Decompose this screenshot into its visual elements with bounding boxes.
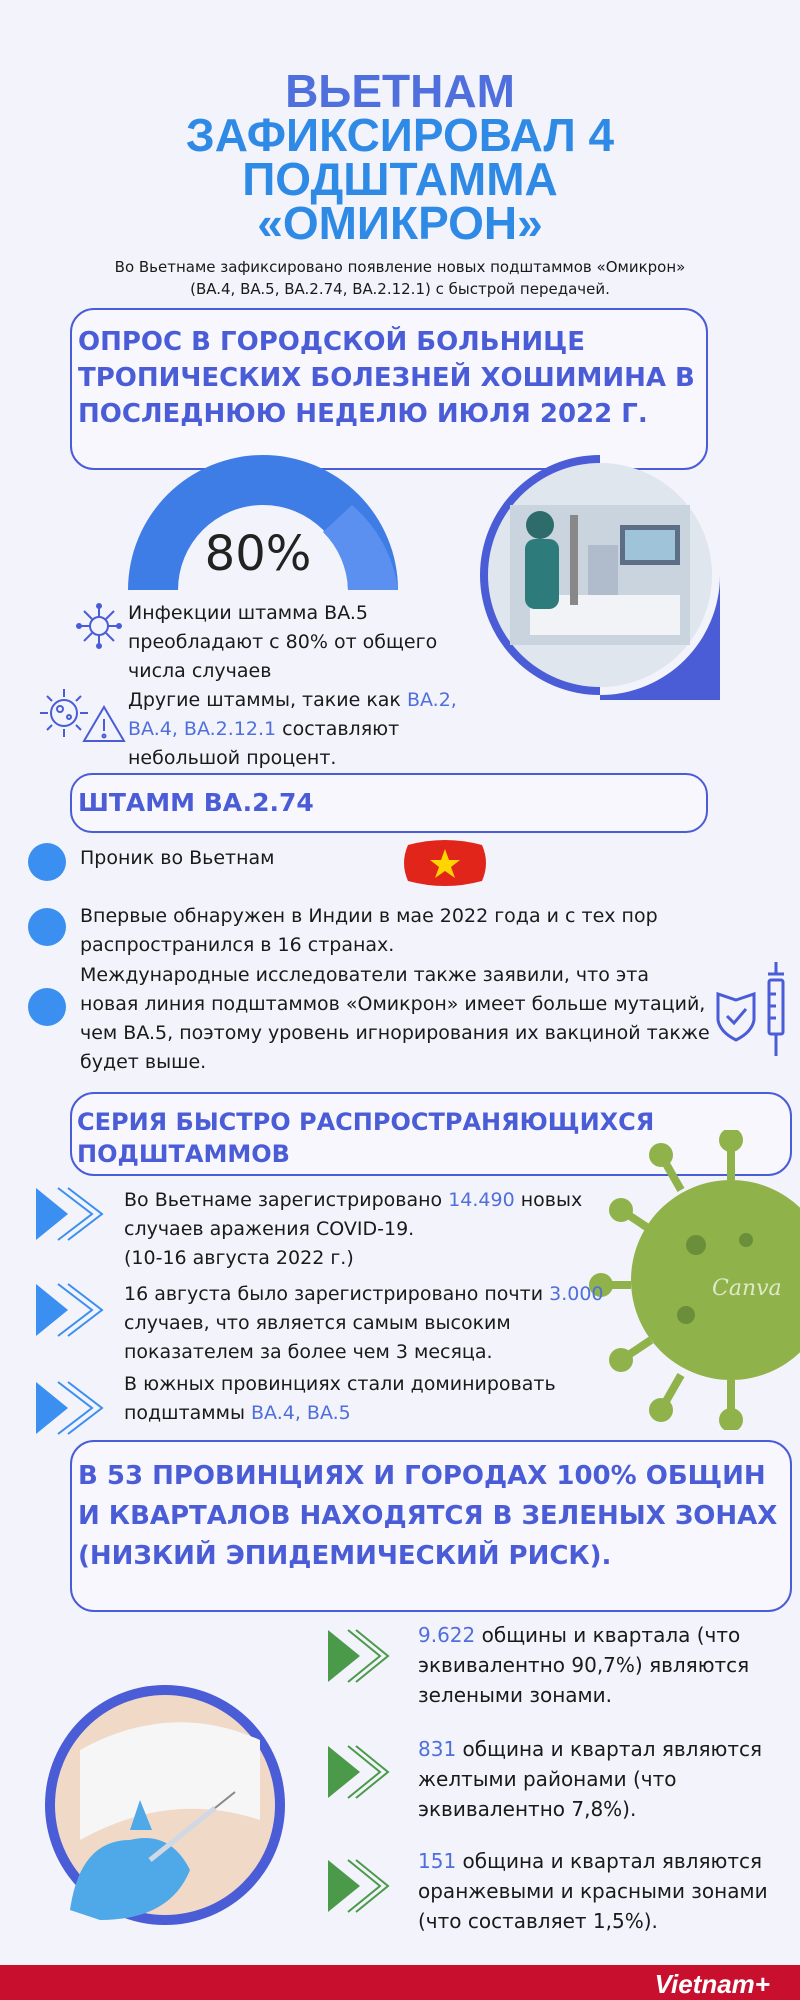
bullet-dot [28, 843, 66, 881]
double-arrow-icon [34, 1282, 106, 1338]
zones-yellow-text: община и квартал являются желтыми районами (что эквивалентно 7,8%). [418, 1737, 763, 1821]
series-item2-text: 16 августа было зарегистрировано почти [124, 1283, 550, 1305]
strain-item-vietnam: Проник во Вьетнам [80, 847, 275, 869]
zones-yellow-count: 831 [418, 1737, 457, 1761]
series-item2-number: 3.000 [549, 1283, 604, 1305]
zones-item-orange-red [418, 1846, 798, 1936]
zones-title: В 53 ПРОВИНЦИЯХ И ГОРОДАХ 100% ОБЩИН И КВАРТАЛОВ НАХОДЯТСЯ В ЗЕЛЕНЫХ ЗОНАХ (НИЗКИЙ ЭПИДЕМИЧЕСКИЙ РИСК). [78, 1461, 778, 1571]
survey-fact-ba5: Инфекции штамма BA.5 преобладают с 80% от общего числа случаев [128, 602, 438, 682]
page-subtitle: Во Вьетнаме зафиксировано появление новых подштаммов «Омикрон» (BA.4, BA.5, BA.2.74, BA.2.12.1) с быстрой передачей. [114, 258, 686, 298]
page-title-line2: ЗАФИКСИРОВАЛ 4 [185, 109, 615, 161]
double-arrow-icon [34, 1186, 106, 1242]
fact-other-text-end: составляют небольшой процент. [128, 718, 400, 769]
zones-green-text: общины и квартала (что эквивалентно 90,7%) являются зелеными зонами. [418, 1623, 750, 1707]
strain-item-india: Впервые обнаружен в Индии в мае 2022 года и с тех пор распространился в 16 странах. [80, 905, 658, 956]
page-title-line1: ВЬЕТНАМ [285, 65, 515, 117]
vietnamplus-logo: Vietnam+ [654, 1969, 770, 1999]
zones-item-yellow [418, 1734, 788, 1824]
green-arrow-icon [326, 1858, 390, 1914]
fact-other-text: Другие штаммы, такие как [128, 689, 407, 711]
series-item-south [124, 1370, 644, 1428]
strain-title: ШТАММ BA.2.74 [78, 788, 314, 817]
series-item-peak [124, 1280, 644, 1367]
virus-icon [76, 603, 122, 649]
strain-title-box [70, 773, 708, 833]
page-title-line3: ПОДШТАММА [242, 153, 558, 205]
series-item1-number: 14.490 [448, 1189, 515, 1211]
page-title-line4: «ОМИКРОН» [257, 197, 543, 249]
hospital-photo [470, 445, 732, 705]
series-item3-text: В южных провинциях стали доминировать подштаммы [124, 1373, 556, 1424]
series-item1-text: Во Вьетнаме зарегистрировано [124, 1189, 449, 1211]
series-item2-text-end: случаев, что является самым высоким показателем за более чем 3 месяца. [124, 1312, 511, 1363]
series-title: СЕРИЯ БЫСТРО РАСПРОСТРАНЯЮЩИХСЯ ПОДШТАММОВ [77, 1108, 655, 1168]
bullet-dot [28, 988, 66, 1026]
bullet-dot [28, 908, 66, 946]
canva-watermark: Canva [712, 1276, 782, 1301]
series-item1-date: (10-16 августа 2022 г.) [124, 1247, 354, 1269]
virus-warning-icon [38, 687, 128, 743]
vaccination-photo [40, 1680, 290, 1930]
survey-fact-other [128, 686, 488, 773]
green-arrow-icon [326, 1744, 390, 1800]
zones-orange-text: община и квартал являются оранжевыми и красными зонами (что составляет 1,5%). [418, 1849, 768, 1933]
green-arrow-icon [326, 1628, 390, 1684]
survey-title: ОПРОС В ГОРОДСКОЙ БОЛЬНИЦЕ ТРОПИЧЕСКИХ БОЛЕЗНЕЙ ХОШИМИНА В ПОСЛЕДНЮЮ НЕДЕЛЮ ИЮЛЯ 2022 Г. [78, 327, 695, 429]
zones-title-box [70, 1440, 792, 1612]
zones-orange-count: 151 [418, 1849, 457, 1873]
series-item-cases [124, 1186, 614, 1273]
vaccine-shield-icon [708, 960, 796, 1060]
series-item3-strains: BA.4, BA.5 [251, 1402, 351, 1424]
strain-item-mutations: Международные исследователи также заявили, что эта новая линия подштаммов «Омикрон» имеет больше мутаций, чем BA.5, поэтому уровень игнорирования их вакциной также будет выше. [80, 964, 710, 1073]
zones-green-count: 9.622 [418, 1623, 476, 1647]
zones-item-green [418, 1620, 798, 1710]
double-arrow-icon [34, 1380, 106, 1436]
percent-label: 80% [204, 526, 312, 582]
vietnam-flag-icon [400, 835, 490, 891]
fact-other-strains: BA.2, BA.4, BA.2.12.1 [128, 689, 457, 740]
series-item1-text-end: новых случаев аражения COVID-19. [124, 1189, 583, 1240]
